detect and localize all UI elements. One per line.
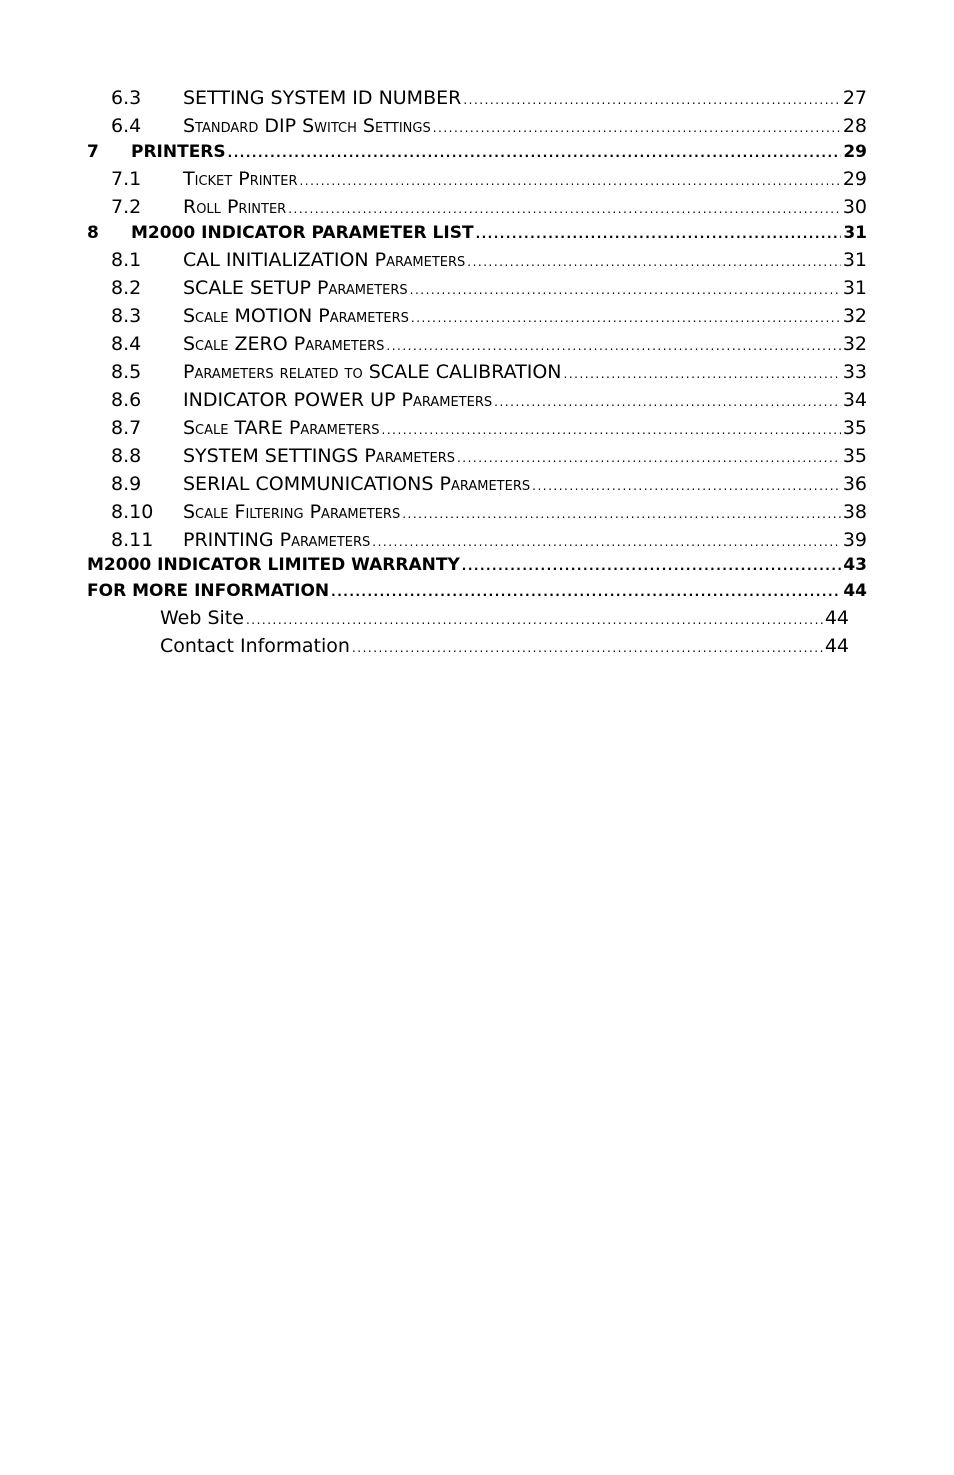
dot-leader xyxy=(331,578,841,606)
toc-number: 8 xyxy=(87,223,99,243)
toc-page-number: 30 xyxy=(842,196,867,218)
toc-number: 8.3 xyxy=(111,305,142,327)
toc-entry-8-3[interactable] xyxy=(111,302,867,330)
toc-number: 7 xyxy=(87,142,99,162)
toc-title: SETTING SYSTEM ID NUMBER xyxy=(183,87,462,109)
toc-entry-8-9[interactable] xyxy=(111,470,867,498)
toc-title: SCALE SETUP Parameters xyxy=(183,277,408,299)
toc-title: PRINTING Parameters xyxy=(183,529,371,551)
toc-page-number: 31 xyxy=(842,249,867,271)
dot-leader xyxy=(382,416,841,444)
toc-title: PRINTERS xyxy=(131,142,226,162)
dot-leader xyxy=(299,167,840,195)
toc-entry-more-information[interactable] xyxy=(87,577,867,605)
toc-page-number: 35 xyxy=(842,445,867,467)
dot-leader xyxy=(467,248,841,276)
toc-entry-8-1[interactable] xyxy=(111,246,867,274)
toc-page-number: 33 xyxy=(842,361,867,383)
dot-leader xyxy=(402,500,841,528)
toc-number: 8.1 xyxy=(111,249,142,271)
toc-page-number: 35 xyxy=(842,417,867,439)
toc-page-number: 39 xyxy=(842,529,867,551)
toc-title: M2000 INDICATOR PARAMETER LIST xyxy=(131,223,474,243)
toc-title: M2000 INDICATOR LIMITED WARRANTY xyxy=(87,555,460,575)
toc-title: Scale MOTION Parameters xyxy=(183,305,409,327)
toc-title: FOR MORE INFORMATION xyxy=(87,581,330,601)
toc-entry-8-2[interactable] xyxy=(111,274,867,302)
toc-entry-8-11[interactable] xyxy=(111,526,867,554)
dot-leader xyxy=(352,634,823,662)
toc-entry-8-7[interactable] xyxy=(111,414,867,442)
toc-title: Ticket Printer xyxy=(183,168,298,190)
toc-entry-7-1[interactable] xyxy=(111,165,867,193)
toc-title: Scale ZERO Parameters xyxy=(183,333,385,355)
toc-entry-8-5[interactable] xyxy=(111,358,867,386)
toc-number: 7.2 xyxy=(111,196,142,218)
toc-entry-7[interactable] xyxy=(87,138,867,166)
dot-leader xyxy=(386,332,840,360)
toc-number: 8.6 xyxy=(111,389,142,411)
toc-page-number: 32 xyxy=(842,333,867,355)
toc-entry-7-2[interactable] xyxy=(111,193,867,221)
toc-page-number: 43 xyxy=(843,555,867,575)
toc-number: 8.5 xyxy=(111,361,142,383)
toc-entry-warranty[interactable] xyxy=(87,551,867,579)
toc-entry-8-6[interactable] xyxy=(111,386,867,414)
toc-page-number: 29 xyxy=(842,168,867,190)
dot-leader xyxy=(494,388,841,416)
toc-number: 6.4 xyxy=(111,115,142,137)
toc-entry-8-10[interactable] xyxy=(111,498,867,526)
toc-entry-6-4[interactable] xyxy=(111,112,867,140)
dot-leader xyxy=(462,552,842,580)
toc-page-number: 38 xyxy=(842,501,867,523)
toc-page-number: 44 xyxy=(843,581,867,601)
dot-leader xyxy=(532,472,841,500)
dot-leader xyxy=(410,276,841,304)
toc-title: SYSTEM SETTINGS Parameters xyxy=(183,445,455,467)
toc-page-number: 31 xyxy=(843,223,867,243)
toc-title: INDICATOR POWER UP Parameters xyxy=(183,389,493,411)
toc-page-number: 32 xyxy=(842,305,867,327)
toc-title: Scale TARE Parameters xyxy=(183,417,380,439)
toc-number: 8.10 xyxy=(111,501,154,523)
toc-page-number: 44 xyxy=(824,635,849,657)
toc-entry-8[interactable] xyxy=(87,219,867,247)
toc-page-number: 27 xyxy=(842,87,867,109)
toc-entry-contact-information[interactable] xyxy=(160,632,849,660)
toc-page-number: 36 xyxy=(842,473,867,495)
toc-page-number: 31 xyxy=(842,277,867,299)
toc-title: Scale Filtering Parameters xyxy=(183,501,401,523)
dot-leader xyxy=(476,220,842,248)
toc-entry-web-site[interactable] xyxy=(160,604,849,632)
toc-number: 7.1 xyxy=(111,168,142,190)
toc-entry-8-4[interactable] xyxy=(111,330,867,358)
toc-number: 6.3 xyxy=(111,87,142,109)
toc-number: 8.7 xyxy=(111,417,142,439)
dot-leader xyxy=(463,86,840,114)
toc-title: Parameters related to SCALE CALIBRATION xyxy=(183,361,562,383)
toc-title: Roll Printer xyxy=(183,196,287,218)
dot-leader xyxy=(564,360,841,388)
toc-page-number: 29 xyxy=(843,142,867,162)
toc-title: SERIAL COMMUNICATIONS Parameters xyxy=(183,473,531,495)
toc-entry-6-3[interactable] xyxy=(111,84,867,112)
toc-entry-8-8[interactable] xyxy=(111,442,867,470)
toc-title: Contact Information xyxy=(160,635,350,657)
toc-number: 8.2 xyxy=(111,277,142,299)
toc-page-number: 44 xyxy=(824,607,849,629)
toc-title: Standard DIP Switch Settings xyxy=(183,115,431,137)
toc-number: 8.9 xyxy=(111,473,142,495)
dot-leader xyxy=(457,444,841,472)
toc-number: 8.11 xyxy=(111,529,154,551)
toc-number: 8.4 xyxy=(111,333,142,355)
dot-leader xyxy=(246,606,823,634)
dot-leader xyxy=(228,139,842,167)
toc-page-number: 28 xyxy=(842,115,867,137)
toc-title: Web Site xyxy=(160,607,244,629)
toc-title: CAL INITIALIZATION Parameters xyxy=(183,249,466,271)
toc-page-number: 34 xyxy=(842,389,867,411)
dot-leader xyxy=(411,304,841,332)
toc-number: 8.8 xyxy=(111,445,142,467)
